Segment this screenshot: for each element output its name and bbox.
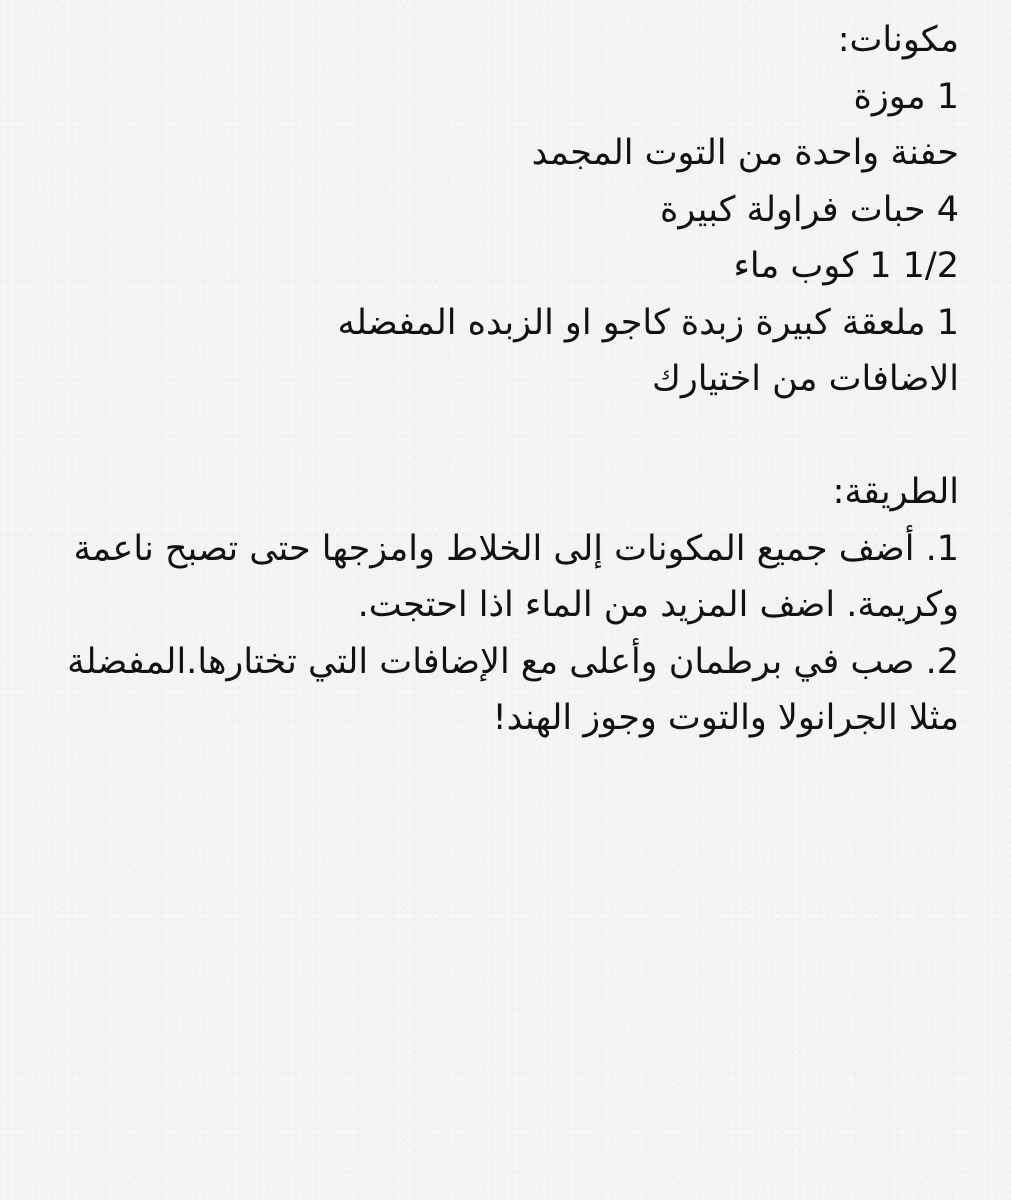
ingredient-toppings: الاضافات من اختيارك	[652, 359, 959, 399]
method-heading: الطريقة:	[832, 472, 959, 512]
ingredient-banana: 1 موزة	[853, 76, 959, 117]
ingredient-cashew-butter: 1 ملعقة كبيرة زبدة كاجو او الزبده المفضله	[337, 302, 959, 343]
ingredient-water	[59, 238, 959, 295]
method-step-2: 2. صب في برطمان وأعلى مع الإضافات التي تختارها.المفضلة مثلا الجرانولا والتوت وجوز الهند!	[67, 641, 959, 738]
water-amount: 1 1/2	[869, 246, 959, 286]
ingredient-berries: حفنة واحدة من التوت المجمد	[531, 133, 959, 173]
blank-line	[59, 408, 959, 465]
recipe-note[interactable]	[59, 12, 959, 747]
ingredients-heading: مكونات:	[837, 20, 959, 60]
water-text: كوب ماء	[733, 246, 859, 286]
method-step-1: 1. أضف جميع المكونات إلى الخلاط وامزجها حتى تصبح ناعمة وكريمة. اضف المزيد من الماء اذا احتجت.	[73, 528, 959, 625]
ingredient-strawberries: 4 حبات فراولة كبيرة	[660, 189, 959, 230]
